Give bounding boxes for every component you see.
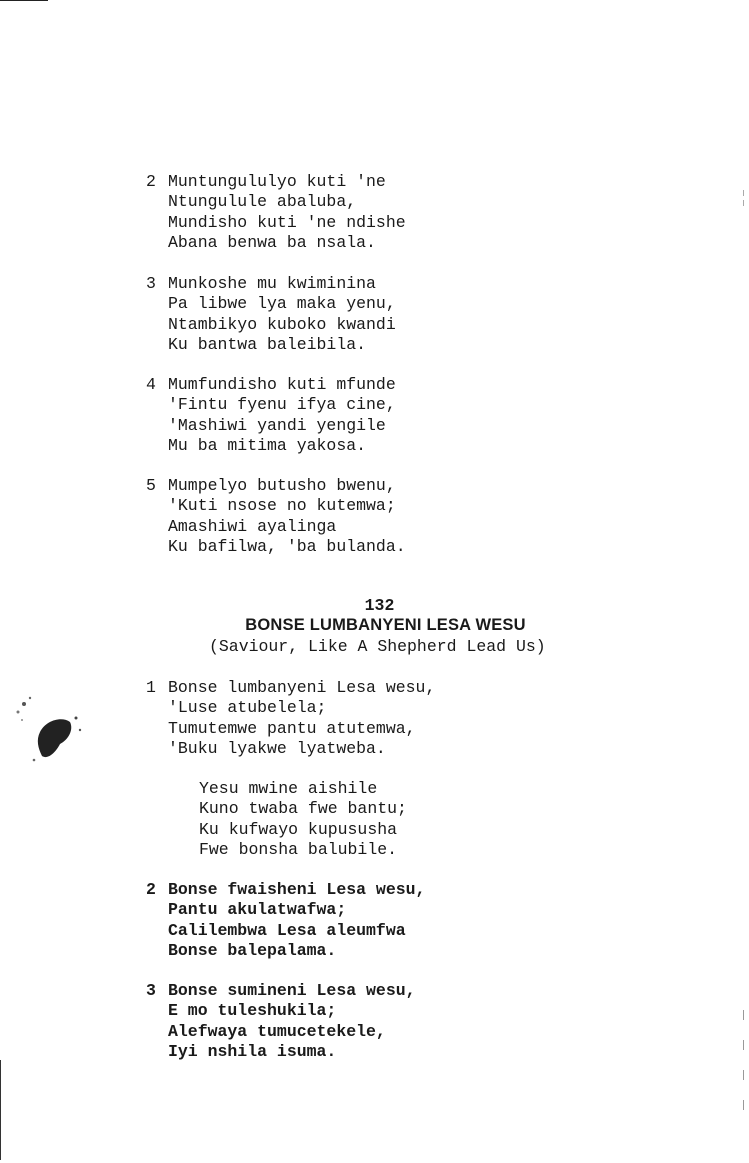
- chorus-line: Yesu mwine aishile: [199, 779, 378, 798]
- verse-line: 'Kuti nsose no kutemwa;: [168, 496, 396, 516]
- verse-line: Pa libwe lya maka yenu,: [168, 294, 396, 314]
- verse-line: Mundisho kuti 'ne ndishe: [168, 212, 406, 232]
- verse-line: Pantu akulatwafwa;: [168, 900, 347, 920]
- hymn-title: BONSE LUMBANYENI LESA WESU: [245, 616, 526, 634]
- verse-number: 2: [146, 172, 156, 191]
- hymn-verse-3: [146, 981, 416, 1062]
- prev-verse-5: [146, 476, 406, 557]
- scan-edge-dots: [743, 190, 745, 210]
- verse-line: Mu ba mitima yakosa.: [168, 435, 367, 455]
- verse-line: Bonse sumineni Lesa wesu,: [168, 981, 416, 1000]
- verse-number: 2: [146, 880, 156, 899]
- verse-line: 'Fintu fyenu ifya cine,: [168, 395, 396, 415]
- verse-line: Tumutemwe pantu atutemwa,: [168, 718, 416, 738]
- prev-verse-2: [146, 172, 406, 253]
- verse-line: Muntungululyo kuti 'ne: [168, 172, 386, 191]
- verse-line: Ku bafilwa, 'ba bulanda.: [168, 536, 406, 556]
- scan-edge-dots: [743, 1010, 745, 1130]
- verse-line: Amashiwi ayalinga: [168, 516, 337, 536]
- chorus-line: Kuno twaba fwe bantu;: [199, 799, 407, 819]
- verse-line: 'Mashiwi yandi yengile: [168, 415, 386, 435]
- prev-verse-4: [146, 375, 396, 456]
- verse-number: 3: [146, 981, 156, 1000]
- verse-line: Ntambikyo kuboko kwandi: [168, 314, 396, 334]
- verse-line: Munkoshe mu kwiminina: [168, 274, 376, 293]
- verse-line: Iyi nshila isuma.: [168, 1041, 337, 1061]
- prev-verse-3: [146, 274, 396, 355]
- verse-line: Bonse fwaisheni Lesa wesu,: [168, 880, 426, 899]
- hymn-chorus: [199, 779, 407, 860]
- verse-line: Bonse balepalama.: [168, 940, 337, 960]
- top-rule: [0, 0, 48, 1]
- verse-line: Alefwaya tumucetekele,: [168, 1021, 386, 1041]
- verse-line: Calilembwa Lesa aleumfwa: [168, 920, 406, 940]
- scan-edge-mark: [0, 1060, 1, 1160]
- verse-number: 1: [146, 678, 156, 697]
- verse-line: Abana benwa ba nsala.: [168, 232, 376, 252]
- hymn-number: 132: [364, 596, 395, 615]
- verse-line: Mumpelyo butusho bwenu,: [168, 476, 396, 495]
- chorus-line: Ku kufwayo kupususha: [199, 819, 398, 839]
- verse-line: 'Buku lyakwe lyatweba.: [168, 738, 386, 758]
- hymn-verse-1: [146, 678, 436, 759]
- hymn-subtitle: (Saviour, Like A Shepherd Lead Us): [209, 637, 546, 656]
- verse-number: 4: [146, 375, 156, 394]
- chorus-line: Fwe bonsha balubile.: [199, 839, 398, 859]
- verse-line: Mumfundisho kuti mfunde: [168, 375, 396, 394]
- verse-number: 5: [146, 476, 156, 495]
- verse-line: E mo tuleshukila;: [168, 1001, 337, 1021]
- verse-line: Ku bantwa baleibila.: [168, 334, 367, 354]
- verse-line: Bonse lumbanyeni Lesa wesu,: [168, 678, 436, 697]
- ink-smudge-icon: [10, 690, 90, 770]
- verse-line: Ntungulule abaluba,: [168, 192, 357, 212]
- hymn-verse-2: [146, 880, 426, 961]
- verse-number: 3: [146, 274, 156, 293]
- verse-line: 'Luse atubelela;: [168, 698, 327, 718]
